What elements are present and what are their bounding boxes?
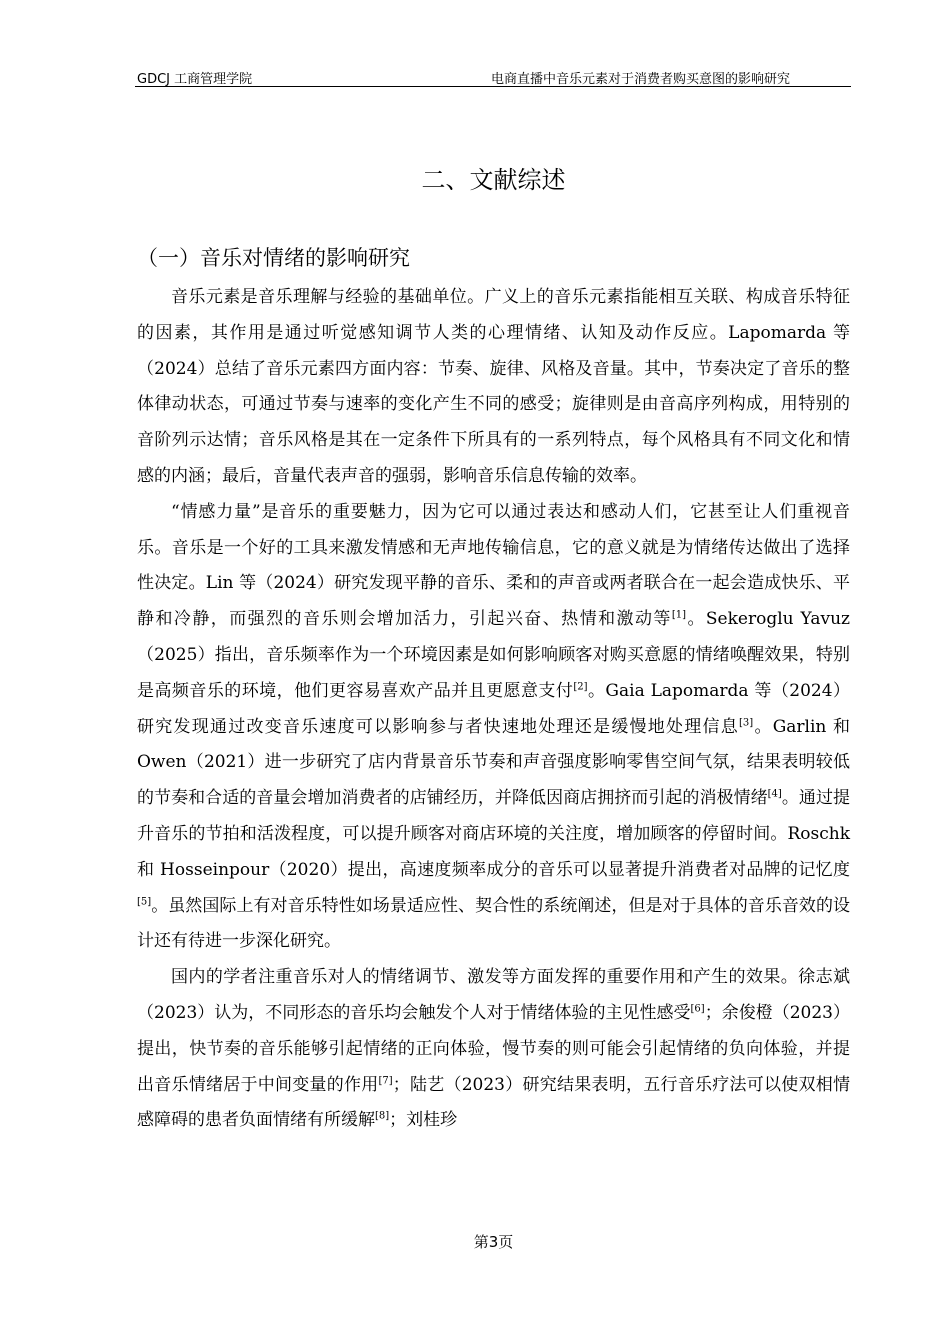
header-divider	[135, 86, 851, 87]
citation-ref: [5]	[137, 895, 152, 907]
citation-ref: [4]	[767, 788, 782, 800]
body-paragraph	[137, 495, 850, 960]
citation-ref: [2]	[573, 681, 588, 693]
body-paragraph	[137, 280, 850, 495]
header-thesis-title: 电商直播中音乐元素对于消费者购买意图的影响研究	[490, 72, 790, 87]
citation-ref: [7]	[378, 1074, 393, 1086]
chapter-title: 二、文献综述	[421, 166, 566, 194]
body-paragraph	[137, 960, 850, 1139]
header-institution: GDCJ 工商管理学院	[137, 72, 253, 87]
paragraph-text: ；刘桂珍	[389, 1110, 458, 1131]
citation-ref: [6]	[690, 1003, 705, 1015]
paragraph-text: 音乐元素是音乐理解与经验的基础单位。广义上的音乐元素指能相互关联、构成音乐特征的因素，其作用是通过听觉感知调节人类的心理情绪、认知及动作反应。Lapomarda 等（2024）总结了音乐元素四方面内容：节奏、旋律、风格及音量。其中，节奏决定了音乐的整体律动状态，可通过节奏与速率的变化产生不同的感受；旋律则是由音高序列构成，用特别的音阶列示达情；音乐风格是其在一定条件下所具有的一系列特点，每个风格具有不同文化和情感的内涵；最后，音量代表声音的强弱，影响音乐信息传输的效率。	[137, 287, 850, 486]
body-text	[137, 280, 850, 1139]
page-number: 第3页	[473, 1233, 514, 1251]
citation-ref: [1]	[671, 609, 687, 621]
paragraph-text: 。Sekeroglu Yavuz（2025）指出，音乐频率作为一个环境因素是如何影响顾客对购买意愿的情绪唤醒效果，特别是高频音乐的环境，他们更容易喜欢产品并且更愿意支付	[137, 609, 850, 701]
citation-ref: [3]	[739, 716, 754, 728]
section-title: （一）音乐对情绪的影响研究	[137, 246, 410, 270]
paragraph-text: 。通过提升音乐的节拍和活泼程度，可以提升顾客对商店环境的关注度，增加顾客的停留时间。Roschk 和 Hosseinpour（2020）提出，高速度频率成分的音乐可以显著提升消费者对品牌的记忆度	[137, 788, 851, 880]
paragraph-text: “情感力量”是音乐的重要魅力，因为它可以通过表达和感动人们，它甚至让人们重视音乐。音乐是一个好的工具来激发情感和无声地传输信息，它的意义就是为情绪传达做出了选择性决定。Lin 等（2024）研究发现平静的音乐、柔和的声音或两者联合在一起会造成快乐、平静和冷静，而强烈的音乐则会增加活力，引起兴奋、热情和激动等	[137, 501, 850, 630]
citation-ref: [8]	[375, 1110, 390, 1122]
paragraph-text: 。Garlin 和 Owen（2021）进一步研究了店内背景音乐节奏和声音强度影响零售空间气氛，结果表明较低的节奏和合适的音量会增加消费者的店铺经历，并降低因商店拥挤而引起的消极情绪	[137, 716, 851, 809]
paragraph-text: 。Gaia Lapomarda 等（2024）研究发现通过改变音乐速度可以影响参与者快速地处理还是缓慢地处理信息	[137, 680, 850, 737]
paragraph-text: ；余俊橙（2023）提出，快节奏的音乐能够引起情绪的正向体验，慢节奏的则可能会引起情绪的负向体验，并提出音乐情绪居于中间变量的作用	[137, 1002, 850, 1095]
paragraph-text: 国内的学者注重音乐对人的情绪调节、激发等方面发挥的重要作用和产生的效果。徐志斌（2023）认为，不同形态的音乐均会触发个人对于情绪体验的主见性感受	[137, 967, 850, 1023]
paragraph-text: 。虽然国际上有对音乐特性如场景适应性、契合性的系统阐述，但是对于具体的音乐音效的设计还有待进一步深化研究。	[137, 895, 850, 952]
paragraph-text: ；陆艺（2023）研究结果表明，五行音乐疗法可以使双相情感障碍的患者负面情绪有所缓解	[137, 1074, 851, 1131]
